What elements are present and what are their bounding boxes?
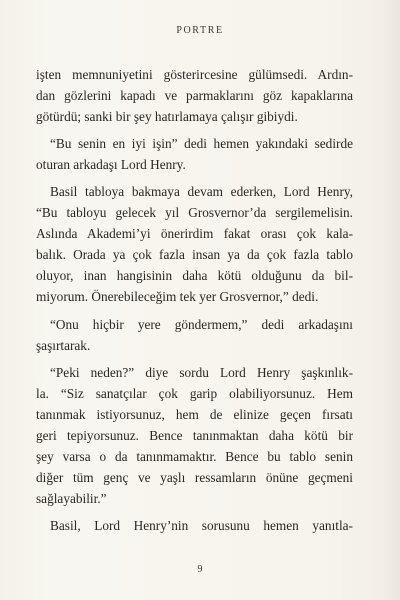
text-line: işten memnuniyetini gösterircesine gülümsedi. Ardın-: [36, 67, 353, 82]
text-line: “Peki neden?” diye sordu Lord Henry şaşkınlık-: [50, 364, 353, 380]
text-line: miyorum. Önerebileceğim tek yer Grosvernor,” dedi.: [36, 289, 319, 305]
text-line: şey varsa o da tanınmamaktır. Bence bu tablo senin: [36, 448, 353, 464]
paragraph: [36, 314, 353, 356]
text-line: “Onu hiçbir yere göndermem,” dedi arkadaşını: [50, 316, 353, 332]
body-text: [36, 64, 353, 536]
paragraph: [36, 181, 353, 307]
paragraph: [36, 515, 353, 536]
text-line: Aslında Akademi’yi önerirdim fakat orası çok kala-: [36, 226, 353, 242]
text-line: götürdü; sanki bir şey hatırlamaya çalışır gibiydi.: [36, 109, 298, 125]
text-line: balık. Orada ya çok fazla insan ya da çok fazla tablo: [36, 247, 353, 263]
running-header: PORTRE: [176, 25, 224, 36]
text-line: la. “Siz sanatçılar çok garip olabiliyorsunuz. Hem: [36, 385, 353, 401]
text-line: dan gözlerini kapadı ve parmaklarını göz kapaklarına: [36, 88, 353, 104]
page-edge-shadow: [382, 0, 400, 600]
text-line: şaşırtarak.: [36, 337, 91, 353]
text-line: “Bu senin en iyi işin” dedi hemen yakındaki sedirde: [50, 136, 353, 152]
paragraph: [36, 133, 353, 175]
paragraph: [36, 362, 353, 509]
text-line: geri tepiyorsunuz. Bence tanınmaktan daha kötü bir: [36, 427, 353, 443]
text-line: diğer tüm genç ve yaşlı ressamların önüne geçmeni: [36, 469, 353, 485]
text-line: Basil, Lord Henry’nin sorusunu hemen yanıtla-: [50, 517, 353, 533]
text-line: tanınmak istiyorsunuz, hem de elinize geçen fırsatı: [36, 406, 353, 422]
text-line: oluyor, inan hangisinin daha kötü olduğunu da bil-: [36, 268, 353, 284]
text-line: oturan arkadaşı Lord Henry.: [36, 157, 186, 173]
paragraph: [36, 64, 353, 127]
text-line: sağlayabilir.”: [36, 490, 107, 506]
text-line: Basil tabloya bakmaya devam ederken, Lord Henry,: [50, 184, 353, 200]
page-number: 9: [197, 564, 203, 575]
text-line: “Bu tabloyu gelecek yıl Grosvernor’da sergilemelisin.: [36, 205, 353, 221]
